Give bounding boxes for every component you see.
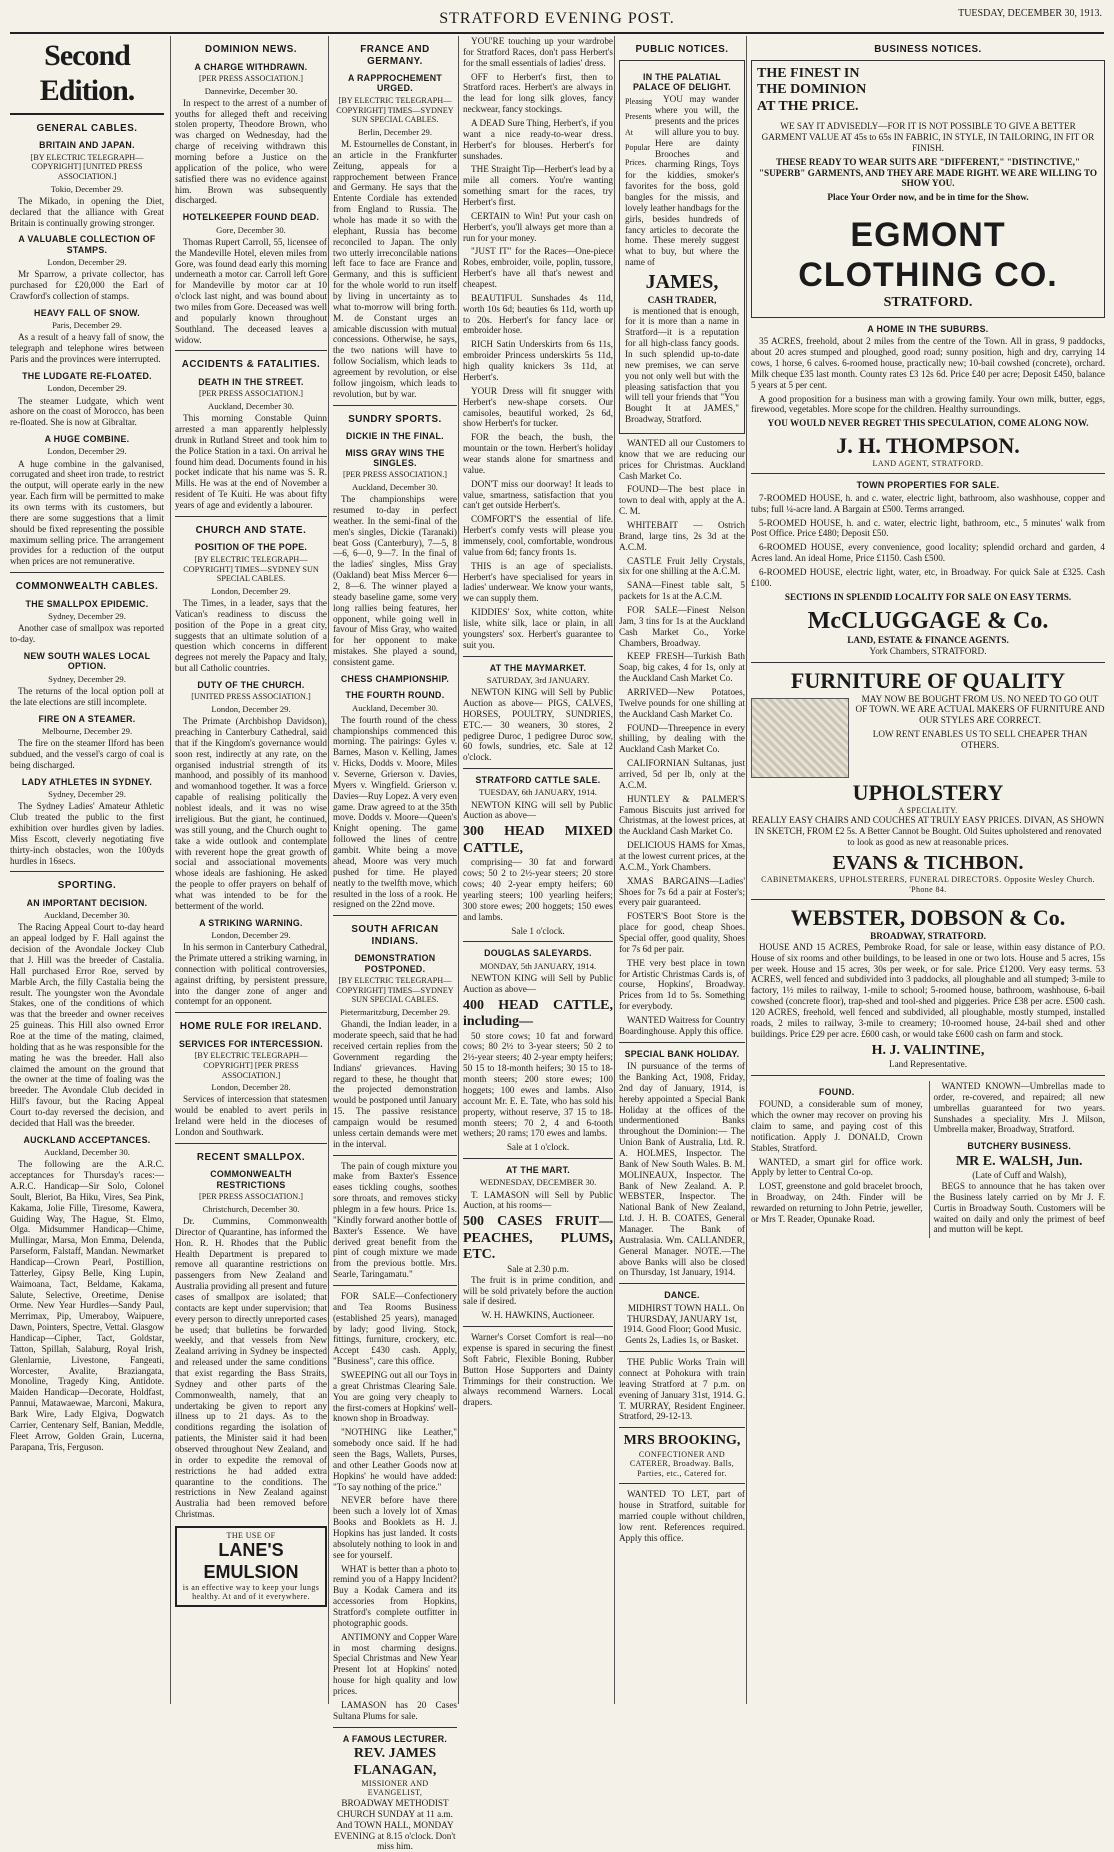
- advert-text: HOUSE AND 15 ACRES, Pembroke Road, for sale or lease, within easy distance of P.O. House of six rooms and other buildings, to be leased in one or two lots. House and 5 acres, 15s per week. House and 15 acres, 30s per week, or for sale. Price £1200. Very easy terms. 53 ACRES, well fenced and subdivided into 3 paddocks, all ploughable and all stumped; 3-mile to factory, 1½ miles to railway, 1-mile to school; 5-roomed house, bathroom, washhouse, 6-bail cowshed (concrete floor), trap-shed and tool-shed and piggeries. Price £38 per acre. £500 cash. 120 ACRES, freehold, well fenced and subdivided, all ploughable, mostly stumped, installed roads, 2 miles to railway, 3-mile to creamery; 10-roomed house, 24-bail shed and other buildings. Price £29 per acre. £600 cash, or would take £600 cash on farm and stock.: [751, 941, 1105, 1039]
- article-heading: COMMONWEALTH RESTRICTIONS: [210, 1169, 292, 1190]
- article-text: The fourth round of the chess championships commenced this morning. The pairings: Gyles v. Barnes, Mason v. Kelling, James v. Hicks, Dodds v. Moore, Miles v. Severne, Grierson v. Davies, Myers v. Wingfield. Grierson v. Davies—Ruy Lopez. A very even game. Draw agreed to at the 35th move. Dodds v. Moore—Queen's Knight opening. The game followed the lines of centre gambit. White being a move ahead, Moore was very much pushed for time. He played neatly to the twelfth move, which resulted in the loss of a rook. He resigned on the 22nd move.: [333, 714, 457, 910]
- source-line: [BY ELECTRIC TELEGRAPH—COPYRIGHT] [PER PRESS ASSOCIATION.]: [194, 1051, 308, 1080]
- side-word: Pleasing: [625, 97, 653, 107]
- article-text: The fire on the steamer Ilford has been subdued, and the vessel's cargo of coal is being discharged.: [10, 738, 164, 770]
- article-heading: A RAPPROCHEMENT URGED.: [347, 73, 443, 94]
- property-item: 6-ROOMED HOUSE, every convenience, good locality; splendid orchard and garden, 4 Acres land. An ideal Home, Price £1150. Cash £500.: [751, 542, 1105, 564]
- article-text: A huge combine in the galvanised, corrugated and sheet iron trade, to restrict the output, will operate early in the new year. Each firm will be permitted to make its own terms with its customers, but there are some suggestions that a limit should be fixed representing the possible maximum selling price. The arrangement provides for a reduction of the output when prices are not remunerative.: [10, 458, 164, 567]
- dateline: London, December 29.: [211, 585, 291, 596]
- small-advert: WHAT is better than a photo to remind you of a Happy Incident? Buy a Kodak Camera and its accessories from Hopkins, Stratford's complete outfitter in photographic goods.: [333, 1563, 457, 1628]
- dateline: Sydney, December 29.: [48, 611, 126, 622]
- small-advert: THE very best place in town for Artistic Christmas Cards is, of course, Hopkins', Broadway. Prices from 1d to 5s. Something for everybody.: [619, 957, 745, 1012]
- masthead: [10, 6, 1104, 34]
- small-advert: FOUND—Threepence in every shilling, by dealing with the Auckland Cash Market Co.: [619, 722, 745, 755]
- lecture-details: BROADWAY METHODIST CHURCH SUNDAY at 11 a.m. And TOWN HALL, MONDAY EVENING at 8.15 o'clock. Don't miss him.: [334, 1797, 456, 1852]
- article-heading: DEATH IN THE STREET.: [198, 376, 304, 387]
- advert-brand: MRS BROOKING,: [623, 1433, 741, 1449]
- small-advert: LAMASON has 20 Cases Sultana Plums for sale.: [333, 1699, 457, 1721]
- bottom-right-adverts: [929, 1081, 1106, 1238]
- article-heading: A STRIKING WARNING.: [199, 917, 303, 928]
- divider: [619, 1483, 745, 1484]
- advert-heading: FOUND.: [818, 1086, 855, 1097]
- small-advert: BEGS to announce that he has taken over the Business lately carried on by Mr J. F. Curtis in Broadway South. Customers will be waited on daily and only the primest of beef and mutton will be kept.: [933, 1180, 1105, 1235]
- advert-heading: A FAMOUS LECTURER.: [342, 1733, 448, 1744]
- small-advert: LOST, greenstone and gold bracelet brooch, in Broadway, on 24th. Finder will be rewarded on returning to John Petrie, jeweller, or Mrs T. Reader, Opunake Road.: [751, 1181, 923, 1224]
- advert-brand: H. J. VALINTINE,: [871, 1042, 985, 1058]
- divider: [463, 1158, 613, 1159]
- divider: [751, 662, 1105, 663]
- advert-brand: FURNITURE OF QUALITY: [790, 667, 1066, 693]
- article-heading: DUTY OF THE CHURCH.: [197, 680, 305, 690]
- sale-date: MONDAY, 5th JANUARY, 1914.: [479, 960, 597, 971]
- sale-heading: AT THE MART.: [505, 1165, 571, 1176]
- divider: [463, 656, 613, 657]
- article-heading: THE FOURTH ROUND.: [345, 690, 445, 701]
- article-text: The returns of the local option poll at the late elections are still incomplete.: [10, 685, 164, 707]
- side-word: Popular: [625, 142, 650, 152]
- sale-date: TUESDAY, 6th JANUARY, 1914.: [479, 787, 597, 798]
- source-line: [BY ELECTRIC TELEGRAPH—COPYRIGHT] [UNITED PRESS ASSOCIATION.]: [30, 152, 144, 182]
- advert-subbrand: CASH TRADER,: [647, 294, 717, 305]
- small-advert: KEEP FRESH—Turkish Bath Soap, big cakes, 4 for 1s, only at the Auckland Cash Market Co.: [619, 651, 745, 684]
- article-text: Another case of smallpox was reported to-day.: [10, 623, 164, 645]
- advert-text: A good proposition for a business man with a growing family. Your own milk, butter, eggs, firewood, vegetables. More scope for the children. Healthy surroundings.: [751, 393, 1105, 415]
- article-heading: POSITION OF THE POPE.: [194, 542, 308, 553]
- source-line: [PER PRESS ASSOCIATION.]: [199, 389, 303, 399]
- advert-subbrand: (Late of Cuff and Walsh),: [972, 1170, 1067, 1181]
- dateline: Dannevirke, December 30.: [204, 85, 298, 96]
- advert-brand: McCLUGGAGE & Co.: [807, 607, 1049, 634]
- advert-heading: IN THE PALATIAL PALACE OF DELIGHT.: [632, 71, 732, 92]
- article-heading: AUCKLAND ACCEPTANCES.: [23, 1134, 151, 1145]
- source-line: [BY ELECTRIC TELEGRAPH—COPYRIGHT] TIMES—SYDNEY SUN SPECIAL CABLES.: [183, 554, 319, 584]
- emulsion-advert: [175, 1526, 327, 1607]
- article-text: The steamer Ludgate, which went ashore on the coast of Morocco, has been re-floated. She is now at Gibraltar.: [10, 395, 164, 428]
- article-heading: NEW SOUTH WALES LOCAL OPTION.: [23, 650, 151, 672]
- article-text: Mr Sparrow, a private collector, has purchased for £20,000 the Earl of Crawford's collection of stamps.: [10, 269, 164, 302]
- article-heading: FIRE ON A STEAMER.: [38, 713, 136, 724]
- dateline: Sydney, December 29.: [48, 789, 126, 800]
- divider: [751, 1075, 1105, 1076]
- advert-text: Place Your Order now, and be in time for the Show.: [827, 192, 1029, 203]
- small-advert: SANA—Finest table salt, 5 packets for 1s at the A.C.M.: [619, 580, 745, 602]
- advert-text: SECTIONS IN SPLENDID LOCALITY FOR SALE ON EASY TERMS.: [784, 591, 1072, 602]
- article-heading: HEAVY FALL OF SNOW.: [34, 307, 140, 318]
- auctioneer: W. H. HAWKINS, Auctioneer.: [481, 1310, 595, 1321]
- advert-text: YOU may wander where you will, the presents and the prices will allure you to buy. Here are dainty Brooches and charming Rings, Toys for the kiddies, smoker's favorites for the boss, gold bangles for the missis, and lovely leather handbags for the girls, besides hundreds of fancy articles to decorate the home. These merely suggest what to buy, but where the name of: [625, 94, 739, 268]
- article-heading: AN IMPORTANT DECISION.: [26, 897, 148, 908]
- section-heading: DOMINION NEWS.: [205, 44, 297, 55]
- notice-heading: SPECIAL BANK HOLIDAY.: [624, 1048, 740, 1059]
- dateline: London, December 29.: [47, 446, 127, 457]
- small-advert: WHITEBAIT — Ostrich Brand, large tins, 2s 3d at the A.C.M.: [619, 519, 745, 552]
- section-heading: RECENT SMALLPOX.: [196, 1151, 306, 1163]
- small-advert: WANTED all our Customers to know that we are reducing our prices for Christmas. Auckland Cash Market Co.: [619, 437, 745, 481]
- sale-headline: 500 CASES FRUIT— PEACHES, PLUMS, ETC.: [463, 1214, 613, 1263]
- advert-line: THE FINEST IN: [757, 65, 860, 81]
- advert-line: THE DOMINION: [757, 82, 867, 98]
- article-text: In respect to the arrest of a number of youths for alleged theft and receiving stolen property, Theodore Brown, who was charged on Wednesday, had the charge of receiving withdrawn this morning before a Justice on the application of the police, who were satisfied there was no evidence against him. Brown was subsequently discharged.: [175, 97, 327, 206]
- article-text: The Sydney Ladies' Amateur Athletic Club treated the public to the first exhibition over hurdles given by ladies. Miss Escott, cleverly negotiating five thirty-inch obstacles, won the 100yds hurdles in 16secs.: [10, 801, 164, 866]
- divider: [751, 899, 1105, 900]
- side-word: Presents: [625, 112, 652, 122]
- article-heading: DEMONSTRATION POSTPONED.: [354, 953, 436, 974]
- divider: [333, 1727, 457, 1728]
- small-advert: DELICIOUS HAMS for Xmas, at the lowest current prices, at the A.C.M., York Chambers.: [619, 840, 745, 872]
- sale-heading: AT THE MAYMARKET.: [489, 662, 587, 673]
- property-item: 5-ROOMED HOUSE, h. and c. water, electric light, bathroom, etc., 5 minutes' walk from Post Office. Price £480; Deposit £50.: [751, 517, 1105, 539]
- sale-time: Sale 1 o'clock.: [511, 925, 565, 936]
- divider: [463, 941, 613, 942]
- advert-place: STRATFORD.: [883, 295, 973, 311]
- column-4: [458, 36, 613, 1704]
- advert-address: York Chambers, STRATFORD.: [869, 645, 987, 656]
- source-line: [UNITED PRESS ASSOCIATION.]: [191, 692, 311, 702]
- section-heading: SOUTH AFRICAN INDIANS.: [351, 924, 439, 947]
- small-advert: CASTLE Fruit Jelly Crystals, six for one shilling at the A.C.M.: [619, 555, 745, 577]
- section-heading: HOME RULE FOR IRELAND.: [179, 1021, 323, 1033]
- small-advert: DON'T miss our doorway! It leads to value, smartness, satisfaction that you can't get outside Herbert's.: [463, 478, 613, 511]
- advert-brand: WEBSTER, DOBSON & Co.: [790, 905, 1066, 931]
- small-advert: WANTED, a smart girl for office work. Apply by letter to Central Co-op.: [751, 1156, 923, 1178]
- dateline: Auckland, December 30.: [208, 401, 294, 412]
- divider: [333, 1285, 457, 1286]
- article-text: In his sermon in Canterbury Cathedral, the Primate uttered a striking warning, in connection with political controversies, against drifting, by persistent pressure, into the danger zone of anger and contempt for an opponent.: [175, 942, 327, 1007]
- small-advert: "NOTHING like Leather," somebody once said. If he had seen the Bags, Wallets, Purses, and other Leather Goods now at Hopkins' he would have added: "To say nothing of the price.": [333, 1427, 457, 1492]
- side-word: At: [625, 127, 633, 137]
- advert-text: MAY NOW BE BOUGHT FROM US. NO NEED TO GO OUT OF TOWN. WE ARE ACTUAL MAKERS OF FURNITURE AND OUR STYLES ARE CORRECT.: [855, 693, 1105, 726]
- column-3: [328, 36, 458, 1852]
- divider: [10, 572, 164, 573]
- dateline: Auckland, December 30.: [44, 910, 130, 921]
- dateline: Christchurch, December 30.: [202, 1203, 300, 1214]
- lecturer-role: MISSIONER AND EVANGELIST,: [361, 1779, 429, 1798]
- article-text: The Mikado, in opening the Diet, declared that the alliance with Great Britain is continually growing stronger.: [10, 195, 164, 228]
- sale-list: comprising— 30 fat and forward cows; 50 2 to 2½-year steers; 20 store cows; 40 2-year empty heifers; 60 yearling steers; 100 yearling heifers; 300 store ewes; 200 hoggets; 150 ewes and lambs.: [463, 857, 613, 922]
- dateline: London, December 29.: [47, 257, 127, 268]
- advert-text: WE SAY IT ADVISEDLY—FOR IT IS NOT POSSIBLE TO GIVE A BETTER GARMENT VALUE AT 45s to 65s IN FABRIC, IN STYLE, IN TAILORING, IN FIT OR FINISH.: [761, 121, 1095, 153]
- article-text: M. Estournelles de Constant, in an article in the Frankfurter Zeitung, appeals for a rapprochement between France and Germany. He says that the Entente Cordiale has extended from England to Russia. The whole has made it so with the elephant, Russia has become reconciled to Japan. The only two utterly irreconcilable nations left face to face are France and Germany, and this is sufficient for the whole world to run itself by living in uncertainty as to what to-morrow will bring forth. M. de Constant urges an amicable discussion with mutual concessions. Otherwise, he says, the two nations will have to follow Socialism, which leads to agreement by revolution, or else follow jingoism, which leads to revolution, but by war.: [333, 139, 457, 399]
- edition-heading: Second Edition.: [10, 36, 164, 115]
- article-text: Dr. Cummins, Commonwealth Director of Quarantine, has informed the Hon. R. H. Rhodes that the Public Health Department is prepared to remove all quarantine restrictions on passengers from New Zealand and Australia providing all present and future cases of smallpox are isolated; that contacts are kept under supervision; that every person to directly unreported cases be used; that bulletins be forwarded weekly, and that vessels from New Zealand arriving in Sydney be inspected and released under the same conditions that exist regarding the Bass Straits, Sydney and other parts of the Commonwealth, namely, that an undertaking be given to report any illness up to 21 days. As to the conditions regarding the isolation of patients, the Minister said it had been observed throughout New Zealand, and in order to expedite the removal of restrictions he had added extra quarantine to the conditions. The restrictions in New Zealand against Australia had been removed before Christmas.: [175, 1215, 327, 1520]
- section-heading: SPORTING.: [57, 880, 117, 892]
- small-advert: FOR SALE—Confectionery and Tea Rooms Business (established 25 years), managed by lady; good living. Stock, fittings, furniture, crockery, etc. Accept £430 cash. Apply, "Business", care this office.: [333, 1290, 457, 1367]
- dateline: Gore, December 30.: [216, 224, 286, 235]
- section-heading: PUBLIC NOTICES.: [635, 44, 729, 55]
- advert-subbrand: LAND AGENT, STRATFORD.: [872, 459, 984, 469]
- source-line: [BY ELECTRIC TELEGRAPH—COPYRIGHT] TIMES—SYDNEY SUN SPECIAL CABLES.: [336, 95, 454, 125]
- small-advert: SWEEPING out all our Toys in a great Christmas Clearing Sale. You are going very cheaply to the first-comers at Hopkins' well-known shop in Broadway.: [333, 1370, 457, 1424]
- small-advert: Warner's Corset Comfort is real—no expense is spared in securing the finest Soft Fabric, Flexible Boning, Rubber Button Hose Supporters and Dainty Trimmings for their construction. We always recommend Warners. Local drapers.: [463, 1332, 613, 1408]
- divider: [619, 1283, 745, 1284]
- small-advert: FOUND—The best place in town to deal with, apply at the A. C. M.: [619, 484, 745, 517]
- article-text: Services of intercession that statesmen would be enabled to avert perils in Ireland were held in the dioceses of London and Southwark.: [175, 1094, 327, 1137]
- small-advert: FOUND, a considerable sum of money, which the owner may recover on proving his claim to same, and paying cost of this notification. Apply J. DONALD, Crown Stables, Stratford.: [751, 1099, 923, 1153]
- sale-text: T. LAMASON will Sell by Public Auction, at his rooms—: [463, 1189, 613, 1211]
- lecturer-name: REV. JAMES FLANAGAN,: [353, 1746, 437, 1778]
- egmont-advert: [751, 60, 1105, 318]
- advert-heading: TOWN PROPERTIES FOR SALE.: [856, 480, 1000, 491]
- dateline: Tokio, December 29.: [50, 183, 124, 194]
- advert-heading: BUTCHERY BUSINESS.: [967, 1141, 1072, 1152]
- small-advert: THIS is an age of specialists. Herbert's have specialised for years in ladies' underwear. We know your wants, we can supply them.: [463, 560, 613, 604]
- article-text: The Racing Appeal Court to-day heard an appeal lodged by F. Hall against the decision of the Avondale Jockey Club that J. Hill was the breeder of Castalia. Hall purchased Error Roe, served by Marble Arch, the filly Castalia being the result. The youngster won the Avondale Stakes, one of the conditions of which was that the breeder and owner receives 25 guineas. This Hill also owned Error Roe at the time of the mating, claimed, holding that as he was responsible for the mating he was the breeder. Hall also claimed the amount on the ground that the owner at the time of foaling was the breeder. The Avondale Club decided in Hill's favour, but the Racing Appeal Court to-day reversed the decision, and decided that Hall was the breeder.: [10, 922, 164, 1128]
- advert-brand: LANE'S EMULSION: [203, 1540, 299, 1582]
- dateline: London, December 29.: [47, 383, 127, 394]
- section-heading: GENERAL CABLES.: [36, 122, 138, 134]
- article-text: Ghandi, the Indian leader, in a moderate speech, said that he had received certain replies from the Government regarding the Indians' grievances. Having regard to these, he thought that the projected demonstration would be postponed until January 15. The passive resistance campaign would be resumed unless certain demands were met in the interval.: [333, 1019, 458, 1149]
- small-advert: The pain of cough mixture you make from Baxter's Essence eases tickling coughs, soothes sore throats, and removes sticky phlegm in a few hours. Price 1s. "Kindly forward another bottle of Baxter's Essence. We have derived great benefit from the pint of cough mixture we made from the previous bottle. Mrs. Searle, Taringamatu.": [333, 1160, 457, 1280]
- advert-brand: MR E. WALSH, Jun.: [955, 1153, 1083, 1169]
- article-text: The Primate (Archbishop Davidson), preaching in Canterbury Cathedral, said that if the Kingdom's governance would soon rest, indirectly at any rate, on the organised industrial strength of its manhood, and possibly of its manhood and womanhood together. It was a force capable of realising politically the noblest ideals, and it was no wise irreligious. But the giant, he continued, was still young, and the Church ought to take a wide outlook and contemplate with reverent hope the great growth of social and associational movements whose ideals are fashioning. He asked the people to offer prayers on behalf of what was intended to be for the betterment of the world.: [175, 716, 327, 911]
- small-advert: WANTED KNOWN—Umbrellas made to order, re-covered, and repaired; all new umbrellas guaranteed for two years. Sunshades a speciality. Mrs J. Milson, Umbrella maker, Broadway, Stratford.: [933, 1080, 1105, 1135]
- small-advert: WANTED TO LET, part of house in Stratford, suitable for married couple without children, low rent. References required. Apply this office.: [619, 1489, 745, 1543]
- small-advert: XMAS BARGAINS—Ladies' Shoes for 7s 6d a pair at Foster's; every pair guaranteed.: [619, 875, 745, 908]
- small-advert: KIDDIES' Sox, white cotton, white lisle, white silk, lace or plain, in all youngsters' sox. Herbert's guarantee to suit you.: [463, 607, 613, 650]
- article-heading: A VALUABLE COLLECTION OF STAMPS.: [18, 234, 156, 255]
- divan-sketch: [751, 698, 849, 778]
- advert-text: is mentioned that is enough, for it is more than a name in Stratford—it is a reputation for all high-class fancy goods. In such splendid up-to-date new premises, we can serve you not only well but with the pleasing satisfaction that you will tell your friends that "You Bought It at JAMES," Broadway, Stratford.: [625, 305, 739, 425]
- property-item: 7-ROOMED HOUSE, h. and c. water, electric light, bathroom, also washhouse, copper and tubs; full ¼-acre land. A Bargain at £500. Terms arranged.: [751, 492, 1105, 514]
- dateline: Auckland, December 30.: [352, 702, 438, 713]
- dateline: Auckland, December 30.: [44, 1147, 130, 1158]
- dateline: London, December 29.: [211, 704, 291, 715]
- source-line: [PER PRESS ASSOCIATION.]: [199, 1192, 303, 1202]
- dateline: London, December 29.: [211, 930, 291, 941]
- sale-text: The fruit is in prime condition, and will be sold privately before the auction sale if desired.: [463, 1274, 613, 1307]
- small-advert: ARRIVED—New Potatoes, Twelve pounds for one shilling at the Auckland Cash Market Co.: [619, 687, 745, 719]
- column-1: [10, 36, 164, 1704]
- article-heading: THE LUDGATE RE-FLOATED.: [22, 371, 152, 381]
- divider: [463, 1326, 613, 1327]
- small-advert: OFF to Herbert's first, then to Stratford races. Herbert's are always in the lead for long silk gloves, fancy neckwear, fancy stockings.: [463, 71, 613, 115]
- divider: [175, 350, 327, 351]
- article-heading: A CHARGE WITHDRAWN.: [194, 61, 308, 72]
- property-item: 6-ROOMED HOUSE, electric light, water, etc, in Broadway. For quick Sale at £325. Cash £100.: [751, 567, 1105, 588]
- article-heading: LADY ATHLETES IN SYDNEY.: [21, 776, 153, 787]
- divider: [751, 473, 1105, 474]
- sale-list: 50 store cows; 10 fat and forward cows; 80 2½ to 3-year steers; 50 2 to 2½-year steers; 40 2-year empty heifers; 50 15 to 18-month heifers; 30 15 to 18-month steers; 200 store ewes; 100 hoggets; 100 ewes and lambs. Also account Mr. E. E. Tate, who has sold his property, without reserve, 37 15 to 18-month steers; 70 2, 4 and 6-tooth wethers; 20 rams; 170 ewes and lambs.: [463, 1030, 613, 1139]
- column-2: [170, 36, 327, 1704]
- divider: [175, 1012, 327, 1013]
- small-advert: YOU'RE touching up your wardrobe for Stratford Races, don't pass Herbert's for the small essentials of ladies' dress.: [463, 36, 613, 68]
- small-advert: NEVER before have there been such a lovely lot of Xmas Books and Booklets as H. J. Hopkins has just landed. It costs absolutely nothing to look in and see for yourself.: [333, 1495, 457, 1560]
- advert-brand: UPHOLSTERY: [852, 779, 1004, 805]
- small-advert: YOUR Dress will fit snugger with Herbert's new-shape corsets. Our camisoles, beautiful worked, 2s 6d, show Herbert's for tucker.: [463, 385, 613, 429]
- article-heading: SERVICES FOR INTERCESSION.: [178, 1038, 323, 1049]
- sale-date: SATURDAY, 3rd JANUARY.: [486, 674, 590, 685]
- divider: [619, 1351, 745, 1352]
- advert-brand: JAMES,: [645, 271, 719, 294]
- article-heading: A HUGE COMBINE.: [44, 434, 130, 445]
- divider: [333, 405, 457, 406]
- sale-time: Sale at 2.30 p.m.: [507, 1263, 569, 1274]
- small-advert: ANTIMONY and Copper Ware in most charming designs. Special Christmas and New Year Present lot at Hopkins' noted house for high quality and low prices.: [333, 1631, 457, 1697]
- small-advert: FOSTER'S Boot Store is the place for good, cheap Shoes. Special offer, good quality, Shoes for 7s 6d per pair.: [619, 911, 745, 954]
- sale-headline: 300 HEAD MIXED CATTLE,: [463, 824, 613, 856]
- sale-heading: DOUGLAS SALEYARDS.: [484, 948, 592, 959]
- source-line: [PER PRESS ASSOCIATION.]: [343, 470, 447, 480]
- james-advert: [619, 60, 745, 434]
- source-line: [BY ELECTRIC TELEGRAPH—COPYRIGHT] TIMES—SYDNEY SUN SPECIAL CABLES.: [336, 976, 454, 1005]
- small-advert: BEAUTIFUL Sunshades 4s 11d, worth 10s 6d; beauties 6s 11d, worth up to 20s. Herbert's for fancy lace or embroider hose.: [463, 292, 613, 336]
- advert-subbrand: CABINETMAKERS, UPHOLSTERERS, FUNERAL DIRECTORS. Opposite Wesley Church. 'Phone 84.: [761, 875, 1095, 894]
- bottom-adverts: [751, 1081, 1105, 1238]
- article-heading: DICKIE IN THE FINAL.: [346, 431, 444, 442]
- source-line: [PER PRESS ASSOCIATION.]: [199, 73, 303, 83]
- sale-date: WEDNESDAY, DECEMBER 30.: [479, 1177, 597, 1188]
- notice-text: THE Public Works Train will connect at Pohokura with train leaving Stratford at 7 p.m. on evening of January 31st, 1914. G. T. MURRAY, Resident Engineer. Stratford, 29-12-13.: [619, 1357, 745, 1422]
- article-text: The Times, in a leader, says that the Vatican's readiness to discuss the position of the Pope in a great city, suggests that an ultimate solution of a question which concerns in different degrees not merely the Papacy and Italy, but all Catholic countries.: [175, 597, 327, 674]
- small-advert: A DEAD Sure Thing, Herbert's, if you want a nice ready-to-wear dress. Herbert's for blouses. Herbert's for sunshades.: [463, 118, 613, 161]
- divider: [333, 915, 457, 916]
- small-advert: HUNTLEY & PALMER'S Famous Biscuits just arrived for Christmas, at the lowest prices, at the Auckland Cash Market Co.: [619, 793, 745, 837]
- newspaper-title: STRATFORD EVENING POST.: [439, 10, 675, 27]
- article-heading: CHESS CHAMPIONSHIP.: [340, 673, 450, 684]
- article-text: Thomas Rupert Carroll, 55, licensee of the Mandeville Hotel, eleven miles from Gore, was found dead early this morning underneath a motor car. Carroll left Gore for Mandeville by motor car at 10 o'clock last night, and was bound about two miles from Gore. Deceased was well and popularly known throughout Southland. The deceased leaves a widow.: [175, 236, 327, 345]
- small-advert: CALIFORNIAN Sultanas, just arrived, 5d per lb, only at the A.C.M.: [619, 758, 745, 790]
- dateline: Berlin, December 29.: [358, 126, 432, 137]
- advert-brand: J. H. THOMPSON.: [836, 433, 1020, 459]
- sale-time: Sale at 1 o'clock.: [506, 1142, 570, 1153]
- small-advert: THE Straight Tip—Herbert's lead by a mile all comers. You're wanting something smart for the races, try Herbert's first.: [463, 164, 613, 208]
- advert-text: is an effective way to keep your lungs healthy. At and of it everywhere.: [182, 1582, 320, 1602]
- small-advert: FOR the beach, the bush, the mountain or the town. Herbert's holiday wear stands alone for smartness and value.: [463, 432, 613, 475]
- article-text: The championships were resumed to-day in perfect weather. In the semi-final of the men's singles, Dickie (Taranaki) beat Goss (Canterbury), 7—5, 8—6, 6—0, 9—7. In the final of the ladies' singles, Miss Gray (Oakland) beat Miss Mercer 6—2, 8—6. The winner played a steady baseline game, some very long rallies being features, her opponent, while going well in favour of Miss Gray, who waited for her opponent to make mistakes. She played a sound, consistent game.: [333, 494, 457, 667]
- dateline: Paris, December 29.: [52, 320, 122, 331]
- small-advert: WANTED Waitress for Country Boardinghouse. Apply this office.: [619, 1015, 745, 1036]
- sale-text: NEWTON KING will Sell by Public Auction as above—: [463, 972, 613, 994]
- sale-text: NEWTON KING will sell by Public Auction as above—: [463, 799, 613, 821]
- divider: [333, 1155, 457, 1156]
- advert-line: AT THE PRICE.: [757, 98, 859, 114]
- columns: [10, 36, 1105, 1852]
- small-advert: CERTAIN to Win! Put your cash on Herbert's, you'll always get more than a run for your money.: [463, 210, 613, 243]
- article-heading: MISS GRAY WINS THE SINGLES.: [345, 447, 445, 468]
- section-heading: ACCIDENTS & FATALITIES.: [181, 359, 321, 371]
- advert-text: REALLY EASY CHAIRS AND COUCHES AT TRULY EASY PRICES. DIVAN, AS SHOWN IN SKETCH, FROM £2 5s. A Better Cannot be Bought. Old Suites upholstered and renovated to look as good as new at reasonable prices.: [751, 814, 1105, 847]
- divider: [175, 516, 327, 517]
- advert-text: 35 ACRES, freehold, about 2 miles from the centre of the Town. All in grass, 9 paddocks, about 20 acres stumped and ploughed, good road; sunny position, high and dry, carrying 14 cows, 1 horse, 6 calves. 6-roomed house, practically new; 10-bail cowshed (concrete), orchard. Milk cheque £35 last month. County rates £3 12s 6d. Price £40 per acre; Deposit £450, balance 5 years at 5 per cent.: [751, 336, 1105, 390]
- side-word: Prices.: [625, 158, 647, 168]
- article-text: The following are the A.R.C. acceptances for Thursday's races:— A.R.C. Handicap—Sir Solo, Colonel Soult, Bleriot, Ba Hiku, Vires, Sea Pink, Kakama, Jolie Fille, Tiresome, Kawera, Guiding Way, The Hague, St. Elmo, Olga. Midsummer Handicap—Chime, Mullingar, Marsa, Mon Emma, Delenda, Parseform, Falstaff, Mandan. Newmarket Handicap—Crown Pearl, Postillion, Tatterley, Gipsy Belle, King Lupin, Waimoana, Tact, Beldame, Kakama, Salute, Selective, Oreetime, Denise Orme. New Year Hurdles—Sandy Paul, Merrimax, Pip, Umeraboy, Waipuere, Dawn, Pointers, Spectre, Vettal. Glasgow Handicap—Cipher, Tact, Goldstar, Tatton, Spillah, Salaburg, Royal Irish, Glenlarnie, Livestone, Fangeati, Worcester, Avalite, Braziangata, Monoline, Tragedy King, Antidote. Maiden Handicap—Decorate, Holdfast, Pannui, Matawaewae, Marconi, Makura, Bark Wire, Lady Elgiva, Dogwatch Carrier, Centenary Self, Banian, Meddle, Fleet Arrow, Golden Grain, Lucerna, Parapana, Tris, Ferguson.: [10, 1159, 164, 1452]
- dateline: Melbourne, December 29.: [41, 725, 133, 736]
- advert-heading: A HOME IN THE SUBURBS.: [867, 323, 989, 334]
- sale-text: NEWTON KING will Sell by Public Auction as above— PIGS, CALVES, HORSES, POULTRY, SUNDRIES, ETC.— 30 weaners, 30 stores, 2 pedigree Duroc, 1 pedigree Duroc sow, 60 fowls, sundries, etc. Sale at 12 o'clock.: [463, 687, 613, 763]
- divider: [463, 768, 613, 769]
- bottom-left-adverts: [751, 1081, 923, 1238]
- dateline: Auckland, December 30.: [352, 481, 438, 492]
- column-6: [746, 36, 1105, 1704]
- dateline: Sydney, December 29.: [48, 673, 126, 684]
- sale-headline: 400 HEAD CATTLE, including—: [463, 997, 613, 1030]
- advert-brand: EGMONT CLOTHING CO.: [798, 216, 1058, 295]
- advert-text: LOW RENT ENABLES US TO SELL CHEAPER THAN OTHERS.: [872, 729, 1088, 751]
- dateline: London, December 28.: [211, 1082, 291, 1093]
- article-text: As a result of a heavy fall of snow, the telegraph and telephone wires between Paris and the provinces were interrupted.: [10, 332, 164, 365]
- issue-date: TUESDAY, DECEMBER 30, 1913.: [958, 8, 1102, 19]
- divider: [619, 1427, 745, 1428]
- section-heading: BUSINESS NOTICES.: [874, 44, 982, 55]
- divider: [175, 1143, 327, 1144]
- divider: [619, 1042, 745, 1043]
- small-advert: RICH Satin Underskirts from 6s 11s, embroider Princess underskirts 5s 11d, high quality knickers 3s 11d, at Herbert's.: [463, 339, 613, 382]
- section-heading: CHURCH AND STATE.: [195, 524, 307, 536]
- section-heading: SUNDRY SPORTS.: [348, 413, 442, 425]
- advert-text: YOU WOULD NEVER REGRET THIS SPECULATION, COME ALONG NOW.: [767, 418, 1089, 429]
- advert-text: CONFECTIONER AND CATERER, Broadway. Balls, Parties, etc., Catered for.: [629, 1449, 735, 1478]
- notice-heading: DANCE.: [664, 1290, 700, 1301]
- divider: [10, 871, 164, 872]
- small-advert: COMFORT'S the essential of life. Herbert's comfy vests will please you immensely, cool, comfortable, wondrous value from 6d; fancy fronts 1s.: [463, 514, 613, 557]
- notice-text: IN pursuance of the terms of the Banking Act, 1908, Friday, 2nd day of January, 1914, is hereby appointed a Special Bank Holiday at the offices of the undermentioned Banks throughout the Dominion:— The Union Bank of Australia, Ltd. R. A. HOLMES, Inspector. The Bank of New South Wales. B. M. MOLINEAUX, Inspector. The Bank of New Zealand. A. P. WEBSTER, Inspector. The National Bank of New Zealand, Ltd. J. H. B. COATES, General Manager. The Bank of Australasia. Wm. CALLANDER, General Manager. NOTE.—The above Banks will also be closed on Thursday, 1st January, 1914.: [619, 1061, 745, 1278]
- small-advert: FOR SALE—Finest Nelson Jam, 3 tins for 1s at the Auckland Cash Market Co., Yorke Chambers, Broadway.: [619, 604, 745, 648]
- side-words: [625, 94, 655, 170]
- article-heading: THE SMALLPOX EPIDEMIC.: [25, 598, 149, 609]
- section-heading: COMMONWEALTH CABLES.: [15, 581, 159, 593]
- advert-subbrand: LAND, ESTATE & FINANCE AGENTS.: [847, 634, 1009, 645]
- article-heading: BRITAIN AND JAPAN.: [39, 140, 135, 151]
- notice-text: MIDHIRST TOWN HALL. On THURSDAY, JANUARY 1st, 1914. Good Floor; Good Music. Gents 2s, Ladies 1s, or Basket.: [622, 1302, 745, 1346]
- advert-brand: EVANS & TICHBON.: [832, 851, 1024, 874]
- dateline: Pietermaritzburg, December 29.: [339, 1007, 451, 1018]
- article-heading: HOTELKEEPER FOUND DEAD.: [182, 212, 320, 223]
- advert-text: THE USE OF: [226, 1531, 276, 1541]
- advert-text: THESE READY TO WEAR SUITS ARE "DIFFERENT," "DISTINCTIVE," "SUPERB" GARMENTS, AND THEY ARE MADE RIGHT. WE ARE WILLING TO SHOW YOU.: [758, 156, 1098, 189]
- article-text: This morning Constable Quinn arrested a man apparently helplessly drunk in Rutland Street and took him to the Police Station in a taxi. On arrival he found him dead. Documents found in his pocket indicate that his name was S. R. Mills. He was at the end of November a resident of Te Kuiti. He was about fifty years of age and evidently a labourer.: [175, 413, 327, 511]
- section-heading: FRANCE AND GERMANY.: [360, 44, 430, 67]
- advert-subbrand: A SPECIALITY.: [898, 805, 958, 815]
- sale-heading: STRATFORD CATTLE SALE.: [475, 775, 601, 786]
- small-advert: "JUST IT" for the Races—One-piece Robes, embroider, voile, poplin, tussore, Herbert's have all that's newest and cheapest.: [463, 246, 613, 290]
- advert-subbrand: Land Representative.: [888, 1059, 968, 1070]
- advert-subbrand: BROADWAY, STRATFORD.: [870, 930, 986, 941]
- column-5: [614, 36, 745, 1704]
